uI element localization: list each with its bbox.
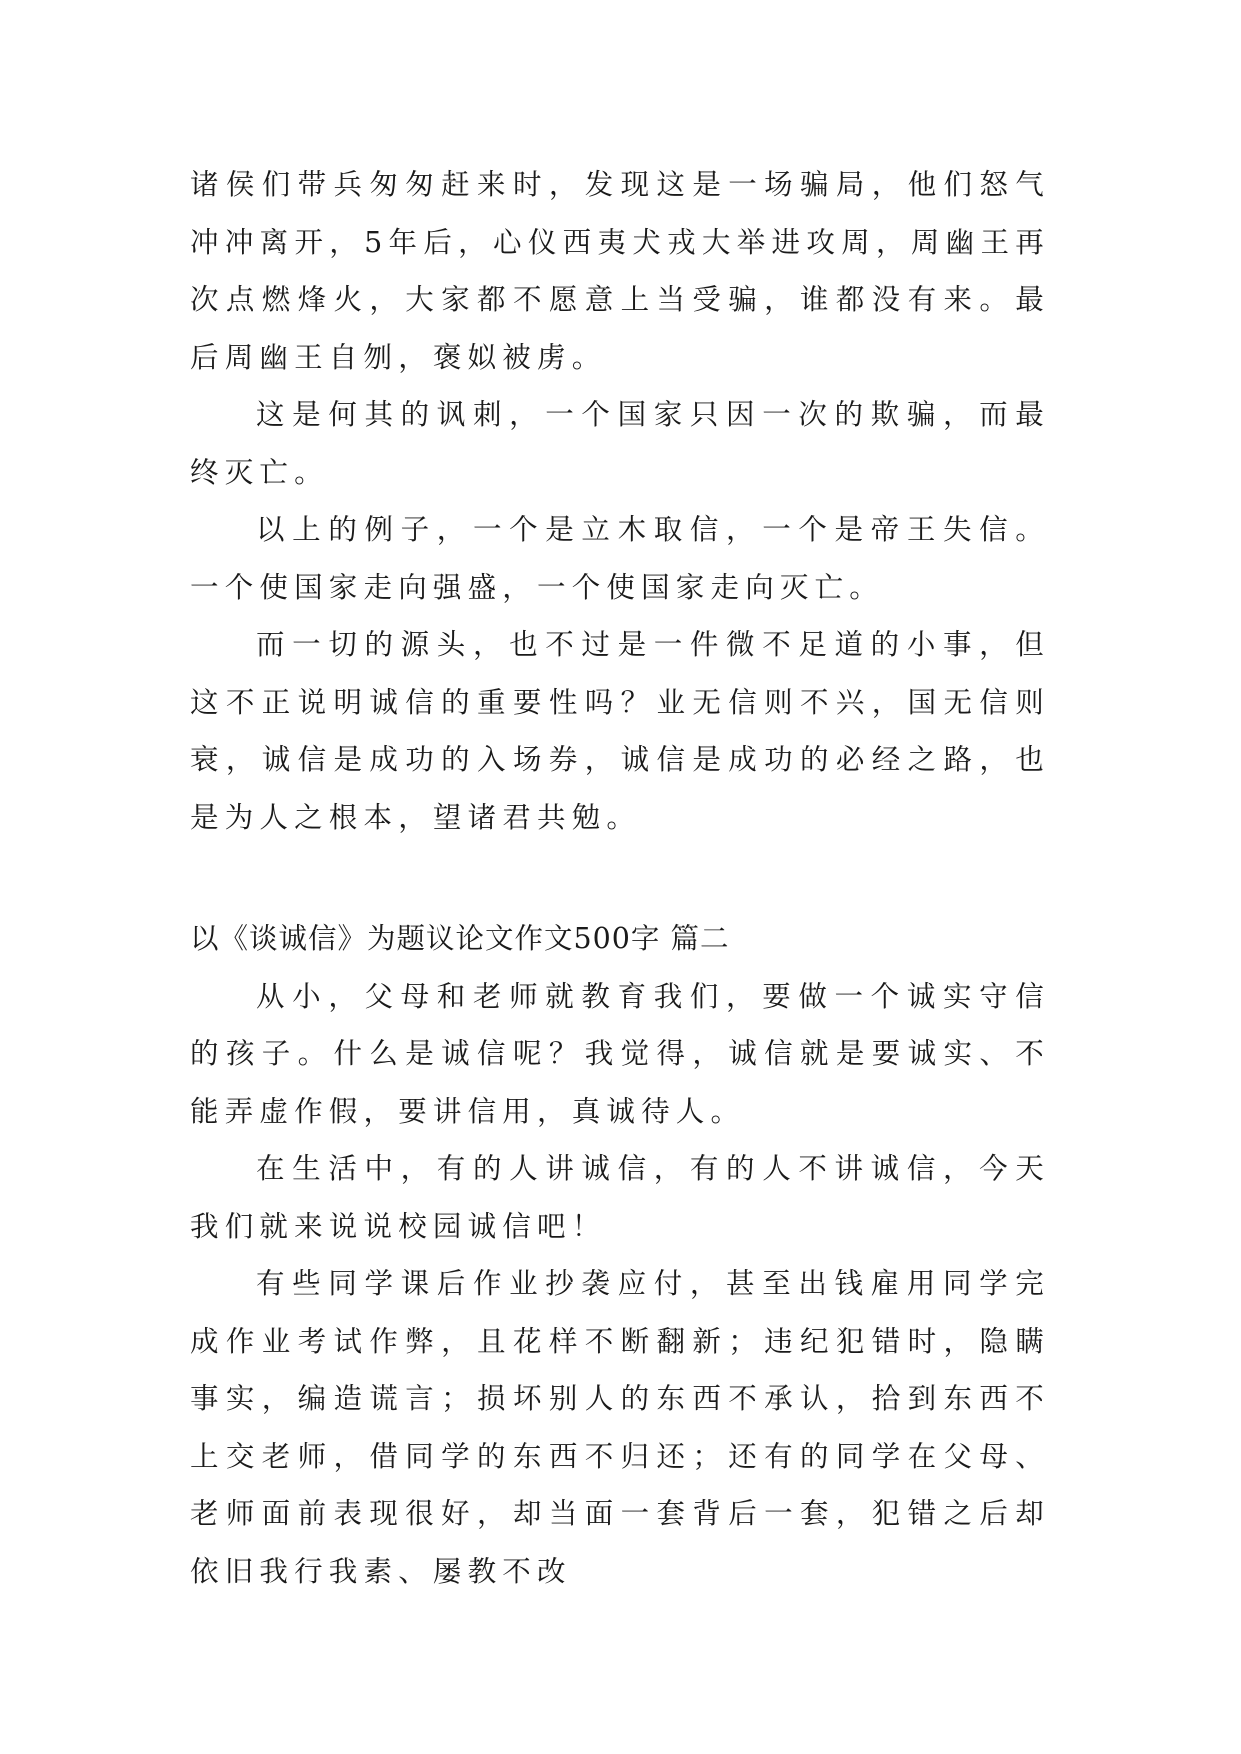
section-heading: 以《谈诚信》为题议论文作文500字 篇二 — [190, 922, 730, 955]
essay-two — [190, 910, 1050, 1600]
paragraph-story-ending: 诸侯们带兵匆匆赶来时，发现这是一场骗局，他们怒气冲冲离开，5年后，心仪西夷犬戎大举进攻周，周幽王再次点燃烽火，大家都不愿意上当受骗，谁都没有来。最后周幽王自刎，褒姒被虏。 — [190, 168, 1050, 374]
paragraph-irony: 这是何其的讽刺，一个国家只因一次的欺骗，而最终灭亡。 — [190, 398, 1050, 489]
paragraph-intro: 从小，父母和老师就教育我们，要做一个诚实守信的孩子。什么是诚信呢？我觉得，诚信就是要诚实、不能弄虚作假，要讲信用，真诚待人。 — [190, 979, 1050, 1128]
paragraph-conclusion: 而一切的源头，也不过是一件微不足道的小事，但这不正说明诚信的重要性吗？业无信则不兴，国无信则衰，诚信是成功的入场券，诚信是成功的必经之路，也是为人之根本，望诸君共勉。 — [190, 628, 1050, 834]
paragraph-examples: 以上的例子，一个是立木取信，一个是帝王失信。一个使国家走向强盛，一个使国家走向灭亡。 — [190, 513, 1050, 604]
paragraph-campus: 在生活中，有的人讲诚信，有的人不讲诚信，今天我们就来说说校园诚信吧！ — [190, 1152, 1050, 1243]
paragraph-examples-dishonesty: 有些同学课后作业抄袭应付，甚至出钱雇用同学完成作业考试作弊，且花样不断翻新；违纪犯错时，隐瞒事实，编造谎言；损坏别人的东西不承认，拾到东西不上交老师，借同学的东西不归还；还有的同学在父母、老师面前表现很好，却当面一套背后一套，犯错之后却依旧我行我素、屡教不改 — [190, 1267, 1050, 1588]
essay-continuation — [190, 156, 1050, 846]
